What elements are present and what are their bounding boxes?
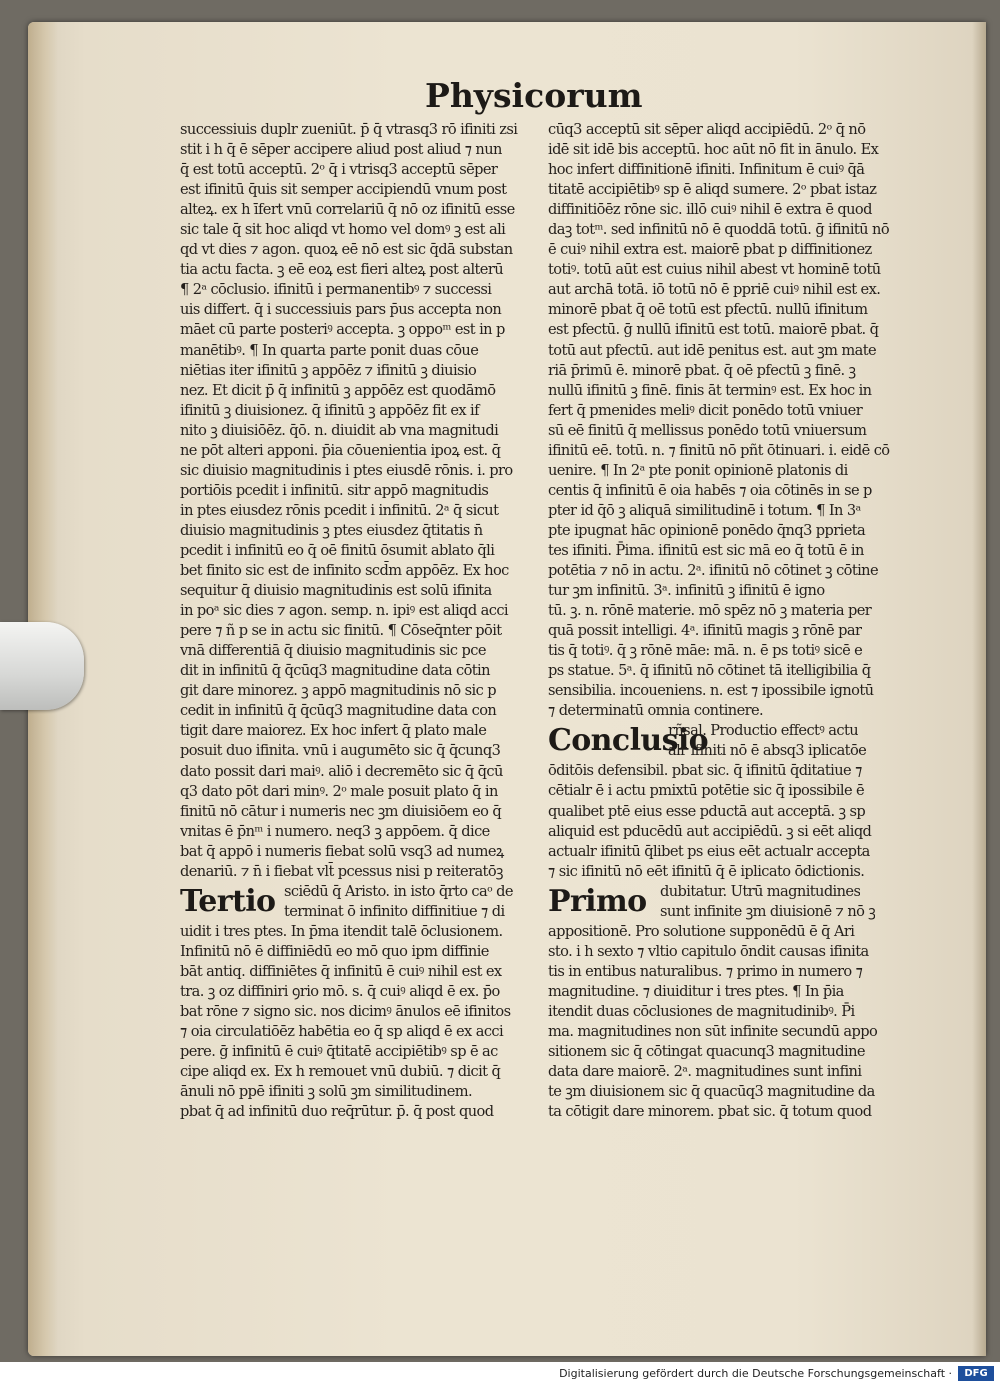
text-line: denariū. ⁊ n̄ i fiebat vlt̄ pcessus nisi p reiteratōꝫ (180, 862, 503, 880)
right-column (548, 120, 910, 1122)
left-text-block-2 (180, 922, 538, 1122)
text-line: dato possit dari maiꝰ. aliō i decremēto sic q̄ q̄cū (180, 762, 503, 780)
page-clip (0, 622, 84, 710)
text-line: in poᵃ sic dies ⁊ agon. semp. n. ipiꝰ est aliqd acci (180, 602, 508, 620)
text-line: manētibꝰ. ¶ In quarta parte ponit duas cōue (180, 341, 479, 359)
text-line: cētialr ē i actu pmixtū potētie sic q̄ ipossibile ē (548, 782, 865, 800)
text-line: ōditōis defensibil. pbat sic. q̄ ifinitū q̄ditatiue ⁊ (548, 762, 862, 780)
text-line: posuit duo ifinita. vnū i augumēto sic q̄ q̄cunq3 (180, 742, 501, 760)
right-text-block-2 (548, 761, 910, 881)
text-line: potētia ⁊ nō in actu. 2ᵃ. ifinitū nō cōtinet ꝫ cōtine (548, 562, 879, 580)
text-line: dit in infinitū q̄ q̄cūq3 magnitudine data cōtin (180, 662, 490, 680)
text-line: tur ꝫm infinitū. 3ᵃ. infinitū ꝫ ifinitū ē igno (548, 582, 825, 600)
text-line: ne pōt alteri apponi. p̄ia cōuenientia ipoꝝ est. q̄ (180, 441, 501, 459)
text-line: tia actu facta. ꝫ eē eoꝝ est fieri alteꝝ post alterū (180, 261, 503, 279)
text-line: dubitatur. Utrū magnitudines (660, 882, 861, 900)
text-line: te ꝫm diuisionem sic q̄ quacūq3 magnitudine da (548, 1083, 875, 1101)
text-line: qd vt dies ⁊ agon. quoꝝ eē nō est sic q̄dā substan (180, 241, 513, 259)
text-line: ānuli nō ppē ifiniti ꝫ solū ꝫm similitudinem. (180, 1083, 473, 1101)
text-line: nito ꝫ diuisiōēz. q̄ō. n. diuidit ab vna magnitudi (180, 421, 499, 439)
text-line: minorē pbat q̄ oē totū est pfectū. nullū ifinitum (548, 301, 868, 319)
left-column (180, 120, 538, 1122)
dfg-logo: DFG (958, 1366, 994, 1381)
text-line: tigit dare maiorez. Ex hoc infert q̄ plato male (180, 722, 487, 740)
text-line: q̄ est totū acceptū. 2ᵒ q̄ i vtrisq3 acceptū sēper (180, 161, 498, 179)
text-line: Infinitū nō ē diffiniēdū eo mō quo ipm diffinie (180, 942, 489, 960)
text-line: sequitur q̄ diuisio magnitudinis est solū ifinita (180, 582, 492, 600)
text-line: itendit duas cōclusiones de magnitudinibꝰ. P̄i (548, 1002, 855, 1020)
text-line: cedit in infinitū q̄ q̄cūq3 magnitudine data con (180, 702, 497, 720)
text-line: finitū nō cātur i numeris nec ꝫm diuisiōem eo q̄ (180, 802, 502, 820)
text-line: nez. Et dicit p̄ q̄ infinitū ꝫ appōēz est quodāmō (180, 381, 496, 399)
left-text-block-1 (180, 120, 538, 882)
text-line: ma. magnitudines non sūt infinite secundū appo (548, 1022, 878, 1040)
text-line: bāt antiq. diffiniētes q̄ infinitū ē cuiꝰ nihil est ex (180, 962, 502, 980)
text-line: bat rōne ⁊ signo sic. nos dicimꝰ ānulos eē ifinitos (180, 1002, 511, 1020)
text-line: tes ifiniti. P̄ima. ifinitū est sic mā eo q̄ totū ē in (548, 541, 864, 559)
text-line: ⁊ sic ifinitū nō eēt ifinitū q̄ ē iplicato ōdictionis. (548, 862, 865, 880)
text-line: diuisio magnitudinis ꝫ ptes eiusdez q̄titatis n̄ (180, 521, 483, 539)
text-line: git dare minorez. ꝫ appō magnitudinis nō sic p (180, 682, 496, 700)
tertio-section-start (180, 882, 538, 922)
text-line: tū. ꝫ. n. rōnē materie. mō spēz nō ꝫ materia per (548, 602, 872, 620)
text-line: tis in entibus naturalibus. ⁊ primo in numero ⁊ (548, 962, 863, 980)
text-line: stit i h q̄ ē sēper accipere aliud post aliud ⁊ nun (180, 141, 502, 159)
text-line: niētias iter ifinitū ꝫ appōēz ⁊ ifinitū ꝫ diuisio (180, 361, 477, 379)
text-line: est ifinitū q̄uis sit semper accipiendū vnum post (180, 181, 507, 199)
text-line: q3 dato pōt dari minꝰ. 2ᵒ male posuit plato q̄ in (180, 782, 498, 800)
text-line: idē sit idē bis acceptū. hoc aūt nō fit in ānulo. Ex (548, 141, 879, 159)
funding-credit: Digitalisierung gefördert durch die Deutsche Forschungsgemeinschaft · (559, 1367, 952, 1380)
text-line: magnitudine. ⁊ diuiditur i tres ptes. ¶ In p̄ia (548, 982, 844, 1000)
text-line: est pfectū. ḡ nullū ifinitū est totū. maiorē pbat. q̄ (548, 321, 879, 339)
text-line: nullū ifinitū ꝫ finē. finis āt terminꝰ est. Ex hoc in (548, 381, 872, 399)
text-line: titatē accipiētibꝰ sp ē aliqd sumere. 2ᵒ pbat istaz (548, 181, 877, 199)
text-line: ifinitū ꝫ diuisionez. q̄ ifinitū ꝫ appōēz fit ex if (180, 401, 479, 419)
text-line: ⁊ oia circulatiōēz habētia eo q̄ sp aliqd ē ex acci (180, 1023, 504, 1041)
text-line: pbat q̄ ad infinitū duo req̄rūtur. p̄. q̄ post quod (180, 1103, 494, 1121)
text-line: quā possit intelligi. 4ᵃ. ifinitū magis ꝫ rōnē par (548, 622, 862, 640)
text-line: sic diuisio magnitudinis i ptes eiusdē rōnis. i. pro (180, 461, 513, 479)
text-line: portiōis pcedit i infinitū. sitr appō magnitudis (180, 481, 489, 499)
text-line: alteꝝ. ex h īfert vnū correlariū q̄ nō oz ifinitū esse (180, 201, 515, 219)
text-line: sensibilia. incoueniens. n. est ⁊ ipossibile ignotū (548, 682, 874, 700)
text-line: ¶ 2ᵃ cōclusio. ifinitū i permanentibꝰ ⁊ successi (180, 281, 492, 299)
text-line: riā p̄rimū ē. minorē pbat. q̄ oē pfectū ꝫ finē. ꝫ (548, 361, 856, 379)
text-line: totiꝰ. totū aūt est cuius nihil abest vt hominē totū (548, 261, 881, 279)
right-text-block-3 (548, 922, 910, 1122)
text-line: ps statue. 5ᵃ. q̄ ifinitū nō cōtinet tā itelligibilia q̄ (548, 662, 871, 680)
text-line: aut archā totā. iō totū nō ē ppriē cuiꝰ nihil est ex. (548, 281, 881, 299)
initial-primo: Primo (548, 883, 647, 919)
text-line: fert q̄ pmenides meliꝰ dicit ponēdo totū vniuer (548, 401, 863, 419)
text-line: bat q̄ appō i numeris fiebat solū vsq3 ad numeꝝ (180, 842, 504, 860)
text-line: uis differt. q̄ i successiuis pars p̄us accepta non (180, 301, 502, 319)
conclusio-section-start (548, 721, 910, 761)
text-line: data dare maiorē. 2ᵃ. magnitudines sunt infini (548, 1063, 862, 1081)
text-line: ⁊ determinatū omnia continere. (548, 702, 764, 720)
right-text-block-1 (548, 120, 910, 721)
text-line: tis q̄ totiꝰ. q̄ ꝫ rōnē māe: mā. n. ē ps totiꝰ sicē e (548, 642, 863, 660)
text-line: pere. ḡ infinitū ē cuiꝰ q̄titatē accipiētibꝰ sp ē ac (180, 1043, 498, 1061)
text-line: cipe aliqd ex. Ex h remouet vnū dubiū. ⁊ dicit q̄ (180, 1063, 501, 1081)
running-head: Physicorum (425, 76, 643, 115)
text-line: cūq3 acceptū sit sēper aliqd accipiēdū. 2ᵒ q̄ nō (548, 121, 866, 138)
text-line: totū aut pfectū. aut idē penitus est. aut ꝫm mate (548, 341, 877, 359)
text-line: pter id q̄ō ꝫ aliquā similitudinē i totum. ¶ In 3ᵃ (548, 501, 861, 519)
text-line: alr ifiniti nō ē absq3 iplicatōe (668, 742, 867, 760)
initial-tertio: Tertio (180, 883, 276, 919)
text-line: sunt infinite ꝫm diuisionē ⁊ nō ꝫ (660, 902, 876, 920)
text-line: ta cōtigit dare minorem. pbat sic. q̄ totum quod (548, 1103, 872, 1121)
primo-section-start (548, 882, 910, 922)
text-line: sū eē finitū q̄ mellissus ponēdo totū vniuersum (548, 421, 867, 439)
text-line: centis q̄ infinitū ē oia habēs ⁊ oia cōtinēs in se p (548, 481, 872, 499)
text-line: pte ipugnat hāc opinionē ponēdo q̄nq3 pprieta (548, 521, 866, 539)
initial-conclusio: Conclusio (548, 723, 709, 759)
text-line: uidit i tres ptes. In p̄ma itendit talē ōclusionem. (180, 922, 503, 940)
text-line: ifinitū eē. totū. n. ⁊ finitū nō pñt ōtinuari. i. eidē cō (548, 441, 890, 459)
text-line: vnitas ē p̄nᵐ i numero. neq3 ꝫ appōem. q̄ dice (180, 822, 490, 840)
text-line: aliquid est pducēdū aut accipiēdū. ꝫ si eēt aliqd (548, 822, 872, 840)
page-edge-shadow (972, 22, 986, 1356)
text-line: terminat ō infinito diffinitiue ⁊ di (284, 902, 505, 920)
text-line: hoc infert diffinitionē ifiniti. Infinitum ē cuiꝰ q̄ā (548, 161, 865, 179)
text-line: daꝫ totᵐ. sed infinitū nō ē quoddā totū. ḡ ifinitū nō (548, 221, 890, 239)
text-line: in ptes eiusdez rōnis pcedit i infinitū. 2ᵃ q̄ sicut (180, 501, 499, 519)
text-line: appositionē. Pro solutione supponēdū ē q̄ Ari (548, 922, 855, 940)
text-line: rñsal. Productio effectꝰ actu (668, 722, 859, 740)
text-line: pere ⁊ ñ p se in actu sic finitū. ¶ Cōseq̄nter pōit (180, 622, 502, 640)
text-line: tra. ꝫ oz diffiniri ꝯrio mō. s. q̄ cuiꝰ aliqd ē ex. p̄o (180, 982, 500, 1000)
text-line: successiuis duplr zueniūt. p̄ q̄ vtrasq3 rō ifiniti zsi (180, 121, 518, 138)
text-line: māet cū parte posteriꝰ accepta. ꝫ oppoᵐ est in p (180, 321, 505, 339)
text-line: qualibet ptē eius esse pductā aut acceptā. ꝫ sp (548, 802, 866, 820)
text-line: sic tale q̄ sit hoc aliqd vt homo vel domꝰ ꝫ est ali (180, 221, 506, 239)
text-line: uenire. ¶ In 2ᵃ pte ponit opinionē platonis di (548, 461, 848, 479)
text-line: diffinitiōēz rōne sic. illō cuiꝰ nihil ē extra ē quod (548, 201, 872, 219)
text-line: sitionem sic q̄ cōtingat quacunq3 magnitudine (548, 1042, 865, 1060)
text-line: sciēdū q̄ Aristo. in isto q̄rto caᵒ de (284, 882, 513, 900)
text-line: vnā differentiā q̄ diuisio magnitudinis sic pce (180, 642, 486, 660)
text-line: ē cuiꝰ nihil extra est. maiorē pbat p diffinitionez (548, 241, 872, 259)
text-line: actualr ifinitū q̄libet ps eius eēt actualr accepta (548, 842, 870, 860)
text-line: sto. i h sexto ⁊ vltio capitulo ōndit causas ifinita (548, 942, 869, 960)
text-line: pcedit i infinitū eo q̄ oē finitū ōsumit ablato q̄li (180, 541, 495, 559)
text-line: bet finito sic est de infinito scd̄m appōēz. Ex hoc (180, 562, 509, 580)
